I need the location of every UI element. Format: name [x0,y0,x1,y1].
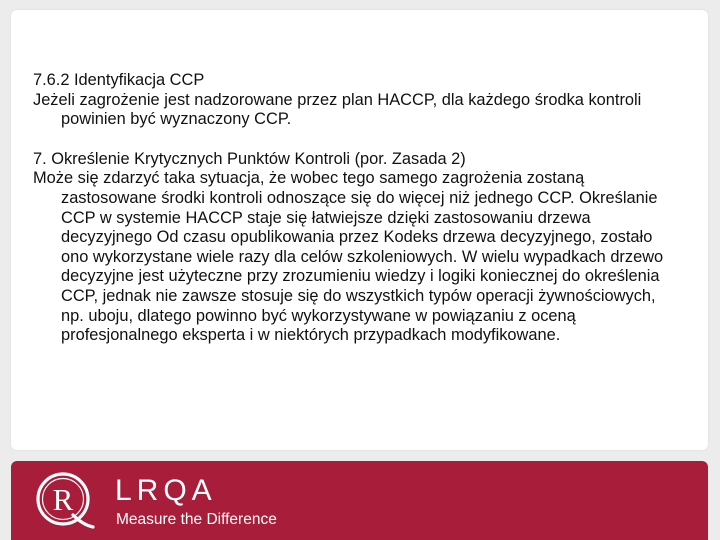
section-heading: 7.6.2 Identyfikacja CCP [33,71,205,89]
logo-letter: R [52,482,74,517]
section-paragraph: Jeżeli zagrożenie jest nadzorowane przez plan HACCP, dla każdego środka kontroli powinien być wyznaczony CCP. [33,90,642,129]
section-heading: 7. Określenie Krytycznych Punktów Kontroli (por. Zasada 2) [33,149,466,168]
section-critical-control-points [33,150,673,346]
footer-band [11,461,708,540]
brand-name: LRQA [115,474,217,507]
slide-body [33,71,673,346]
section-paragraph: Może się zdarzyć taka sytuacja, że wobec tego samego zagrożenia zostaną zastosowane środki kontroli odnoszące się do więcej niż jednego CCP. Określanie CCP w systemie HACCP staje się łatwiejsze dzięki zastosowaniu drzewa decyzyjnego Od czasu opublikowania przez Kodeks drzewa decyzyjnego, zostało ono wykorzystane wiele razy dla celów szkoleniowych. W wielu wypadkach drzewo decyzyjne jest użyteczne przy zrozumieniu wiedzy i logiki koniecznej do określenia CCP, jednak nie zawsze stosuje się do wszystkich typów operacji żywnościowych, np. uboju, dlatego powinno być wykorzystywane w powiązaniu z oceną profesjonalnego eksperta i w niektórych przypadkach modyfikowane. [33,169,664,345]
lrqa-logo-icon [33,469,97,533]
brand-tagline: Measure the Difference [116,511,277,528]
section-ccp-identification [33,71,673,130]
